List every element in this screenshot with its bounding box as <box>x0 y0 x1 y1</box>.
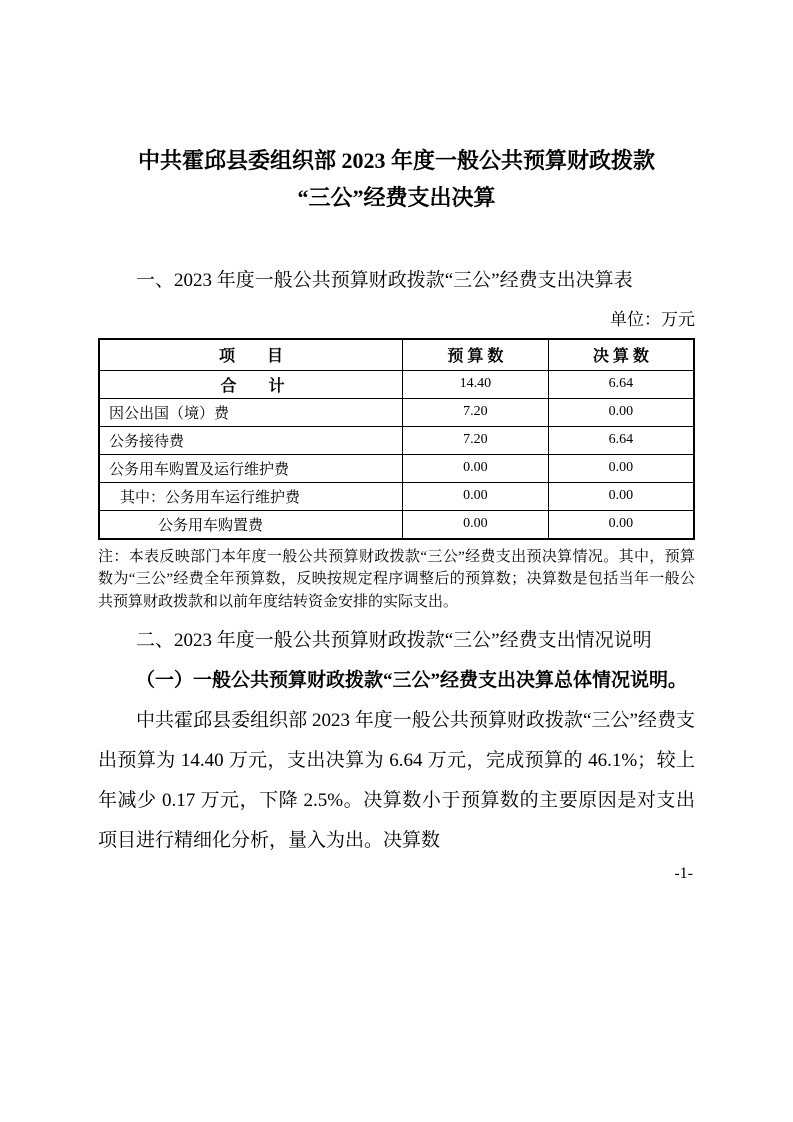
row-final-value: 0.00 <box>548 510 694 539</box>
row-final-value: 0.00 <box>548 482 694 510</box>
row-budget-value: 14.40 <box>402 370 548 398</box>
row-final-value: 6.64 <box>548 370 694 398</box>
row-item-label: 公务用车购置费 <box>99 510 402 539</box>
table-header-final: 决 算 数 <box>548 339 694 371</box>
row-final-value: 0.00 <box>548 398 694 426</box>
table-header-row <box>99 339 694 371</box>
row-item-label: 其中：公务用车运行维护费 <box>99 482 402 510</box>
row-budget-value: 0.00 <box>402 482 548 510</box>
table-row <box>99 482 694 510</box>
table-header-budget: 预 算 数 <box>402 339 548 371</box>
row-budget-value: 7.20 <box>402 426 548 454</box>
table-header-item: 项 目 <box>99 339 402 371</box>
table-note: 注：本表反映部门本年度一般公共预算财政拨款“三公”经费支出预决算情况。其中，预算数为“三公”经费全年预算数，反映按规定程序调整后的预算数；决算数是包括当年一般公共预算财政拨款和以前年度结转资金安排的实际支出。 <box>98 548 695 610</box>
row-item-label: 合 计 <box>99 370 402 398</box>
unit-label: 单位：万元 <box>610 309 695 329</box>
document-title-line-2: “三公”经费支出决算 <box>297 185 496 211</box>
section-two-heading: 二、2023 年度一般公共预算财政拨款“三公”经费支出情况说明 <box>136 630 652 652</box>
row-budget-value: 7.20 <box>402 398 548 426</box>
page-number: -1- <box>674 864 693 882</box>
document-title <box>98 142 695 217</box>
row-item-label: 公务用车购置及运行维护费 <box>99 454 402 482</box>
document-title-line-1: 中共霍邱县委组织部 2023 年度一般公共预算财政拨款 <box>137 148 655 173</box>
table-row <box>99 510 694 539</box>
three-public-expense-table <box>98 338 695 540</box>
row-final-value: 6.64 <box>548 426 694 454</box>
subsection-one-heading: （一）一般公共预算财政拨款“三公”经费支出决算总体情况说明。 <box>136 670 688 692</box>
row-budget-value: 0.00 <box>402 454 548 482</box>
table-row <box>99 454 694 482</box>
row-item-label: 公务接待费 <box>99 426 402 454</box>
row-budget-value: 0.00 <box>402 510 548 539</box>
table-row-total <box>99 370 694 398</box>
table-row <box>99 398 694 426</box>
row-item-label: 因公出国（境）费 <box>99 398 402 426</box>
table-row <box>99 426 694 454</box>
row-final-value: 0.00 <box>548 454 694 482</box>
section-one-heading: 一、2023 年度一般公共预算财政拨款“三公”经费支出决算表 <box>136 269 633 291</box>
body-paragraph: 中共霍邱县委组织部 2023 年度一般公共预算财政拨款“三公”经费支出预算为 14.40 万元，支出决算为 6.64 万元，完成预算的 46.1%；较上年减少 0.17 万元，下降 2.5%。决算数小于预算数的主要原因是对支出项目进行精细化分析，量入为出。决算数 <box>98 709 695 851</box>
